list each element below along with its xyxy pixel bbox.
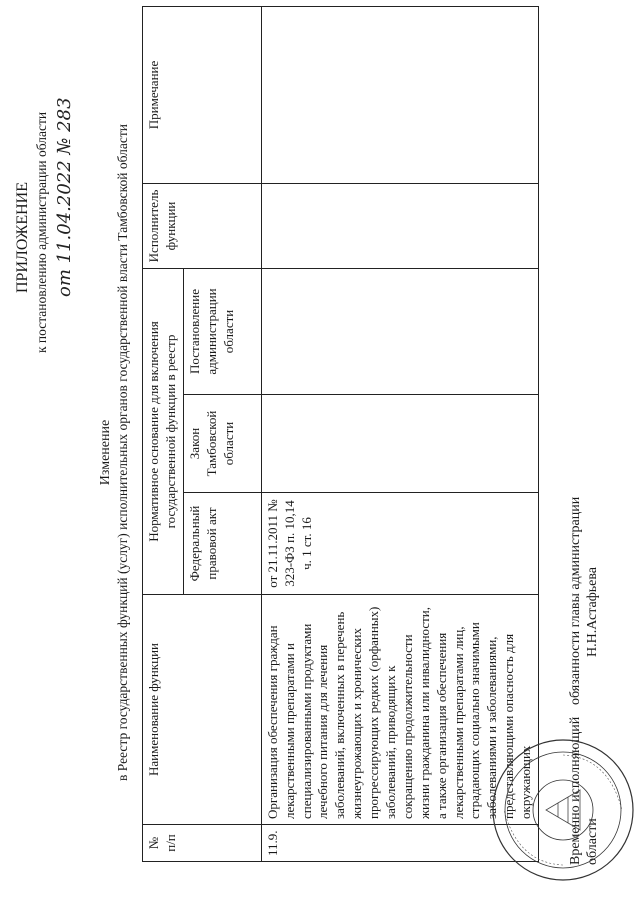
registry-table <box>142 6 539 862</box>
handwritten-date-number: от 11.04.2022 № 283 <box>54 97 75 297</box>
header-executor: Исполнитель функции <box>143 183 262 268</box>
executor-cell <box>261 183 538 268</box>
header-regional-law: Закон Тамбовской области <box>183 395 261 493</box>
signatory-name: Н.Н.Астафьева <box>585 566 600 657</box>
regional-law-cell <box>261 395 538 493</box>
header-regional-decree: Постановление администрации области <box>183 268 261 394</box>
signature-position-line2: области <box>585 818 600 865</box>
signature-position-line3: обязанности главы администрации <box>568 496 583 705</box>
appendix-label: ПРИЛОЖЕНИЕ <box>14 181 31 293</box>
signature-position-line1: Временно исполняющий <box>568 716 583 865</box>
header-number: № п/п <box>143 825 262 862</box>
header-note: Примечание <box>143 6 262 183</box>
table-row <box>261 6 538 861</box>
decree-reference: к постановлению администрации области <box>34 111 49 353</box>
document-title: Изменение <box>98 419 113 486</box>
header-function-name: Наименование функции <box>143 595 262 825</box>
official-seal-stamp <box>488 735 638 885</box>
regional-decree-cell <box>261 268 538 394</box>
document-subtitle: в Реестр государственных функций (услуг) исполнительных органов государственной власти Тамбовской области <box>115 124 130 782</box>
federal-act-cell: от 21.11.2011 № 323-ФЗ п. 10,14 ч. 1 ст. 16 <box>261 493 538 595</box>
note-cell <box>261 6 538 183</box>
header-federal-act: Федеральный правовой акт <box>183 493 261 595</box>
row-number: 11.9. <box>261 825 538 862</box>
function-name-cell: Организация обеспечения граждан лекарственными препаратами и специализированными продуктами лечебного питания для лечения заболеваний, включенных в перечень жизнеугрожающих и хронических прогрессирующих редких (орфанных) заболеваний, приводящих к сокращению продолжительности жизни гражданина или инвалидности, а также организация обеспечения лекарственными препаратами лиц, страдающих социально значимыми заболеваниями и заболеваниями, представляющими опасность для окружающих <box>261 595 538 825</box>
header-legal-basis: Нормативное основание для включения государственной функции в реестр <box>143 268 184 594</box>
